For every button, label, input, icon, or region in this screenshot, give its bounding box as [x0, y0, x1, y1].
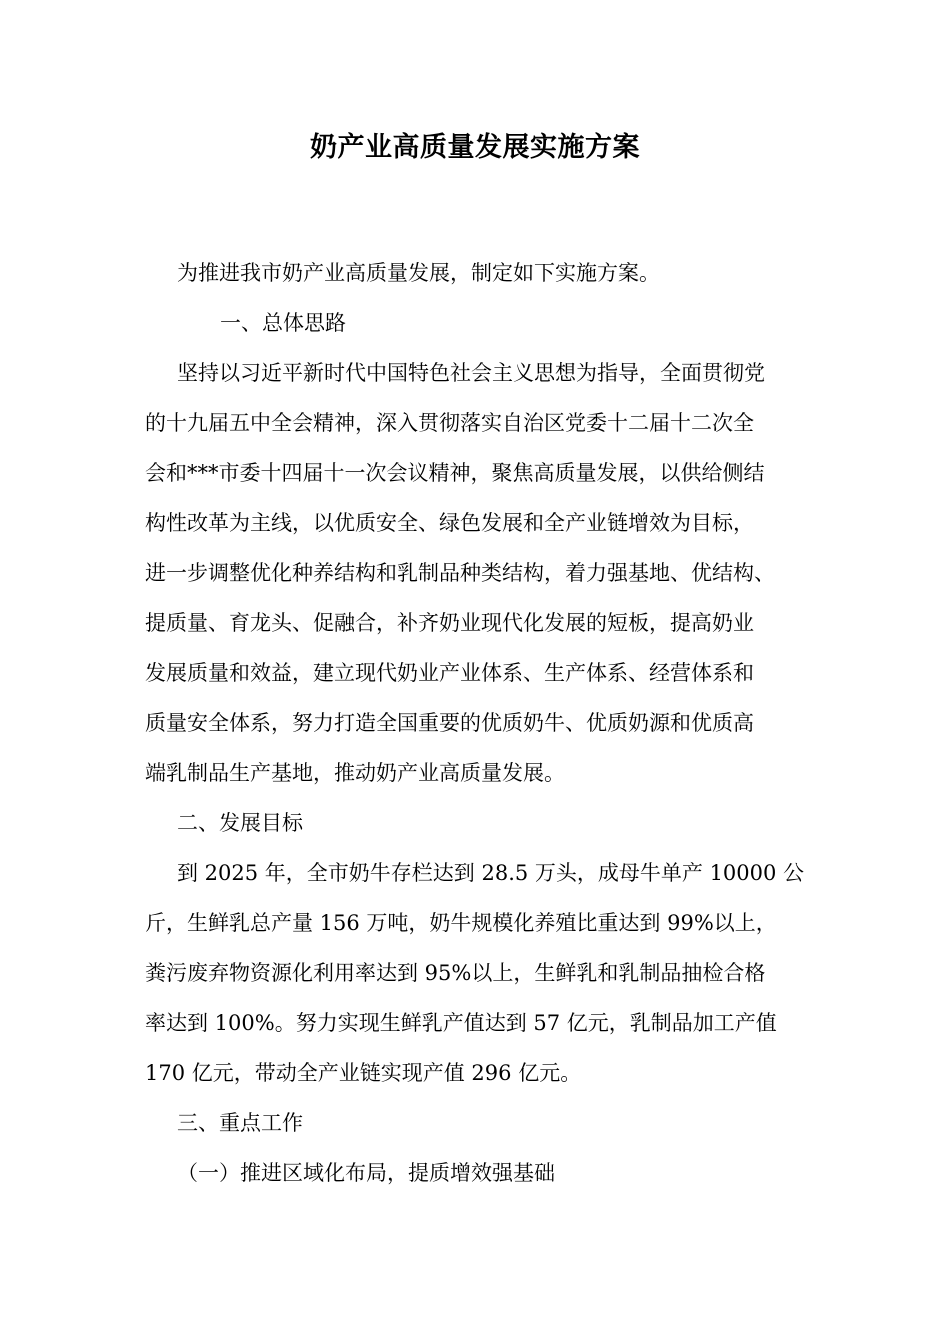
section-heading-3: 三、重点工作 — [177, 1111, 303, 1135]
body-line: 会和***市委十四届十一次会议精神，聚焦高质量发展，以供给侧结 — [145, 461, 765, 485]
body-line: 率达到 100%。努力实现生鲜乳产值达到 57 亿元，乳制品加工产值 — [145, 1011, 777, 1035]
body-line: 提质量、育龙头、促融合，补齐奶业现代化发展的短板，提高奶业 — [145, 611, 754, 635]
section-heading-2: 二、发展目标 — [177, 811, 303, 835]
subsection-heading: （一）推进区域化布局，提质增效强基础 — [177, 1161, 555, 1185]
body-line: 的十九届五中全会精神，深入贯彻落实自治区党委十二届十二次全 — [145, 411, 754, 435]
body-line: 进一步调整优化种养结构和乳制品种类结构，着力强基地、优结构、 — [145, 561, 775, 585]
body-line: 170 亿元，带动全产业链实现产值 296 亿元。 — [145, 1061, 582, 1085]
body-line: 斤，生鲜乳总产量 156 万吨，奶牛规模化养殖比重达到 99%以上， — [145, 911, 777, 935]
document-title: 奶产业高质量发展实施方案 — [310, 132, 640, 163]
body-line: 坚持以习近平新时代中国特色社会主义思想为指导，全面贯彻党 — [177, 361, 765, 385]
section-heading-1: 一、总体思路 — [220, 311, 346, 335]
body-line: 构性改革为主线，以优质安全、绿色发展和全产业链增效为目标， — [145, 511, 754, 535]
body-line: 端乳制品生产基地，推动奶产业高质量发展。 — [145, 761, 565, 785]
body-line: 到 2025 年，全市奶牛存栏达到 28.5 万头，成母牛单产 10000 公 — [177, 861, 805, 885]
body-line: 质量安全体系，努力打造全国重要的优质奶牛、优质奶源和优质高 — [145, 711, 754, 735]
body-line: 发展质量和效益，建立现代奶业产业体系、生产体系、经营体系和 — [145, 661, 754, 685]
body-line: 粪污废弃物资源化利用率达到 95%以上，生鲜乳和乳制品抽检合格 — [145, 961, 766, 985]
intro-paragraph: 为推进我市奶产业高质量发展，制定如下实施方案。 — [177, 261, 660, 285]
